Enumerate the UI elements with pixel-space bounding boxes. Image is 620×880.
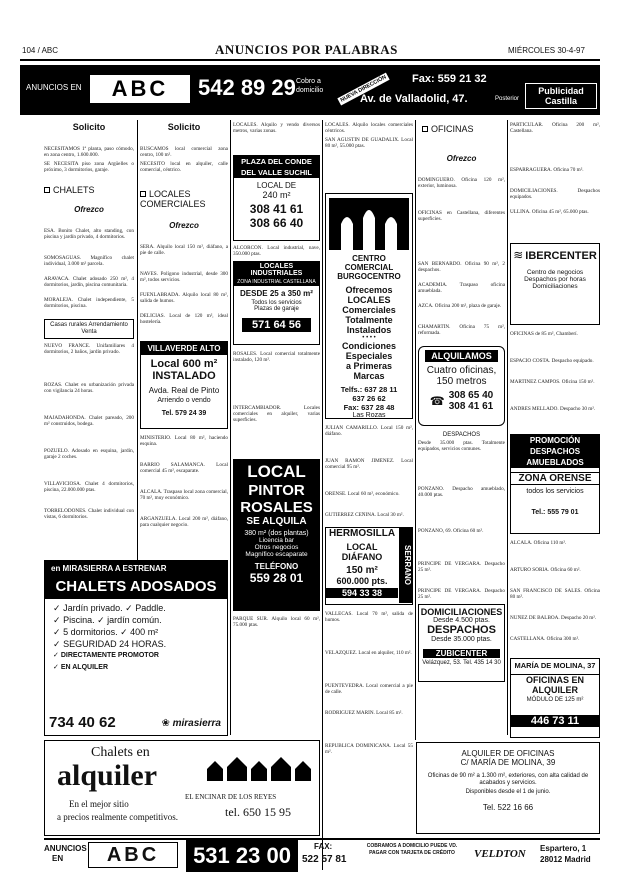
alq-line: Cuatro oficinas, [426, 365, 497, 376]
col2-ad: DELICIAS. Local de 120 m², ideal hostelería. [140, 313, 228, 326]
top-banner [20, 65, 600, 115]
industriales-ad [233, 261, 320, 345]
alq-tel: 308 65 40 [448, 390, 494, 401]
col4-ad: REPUBLICA DOMINICANA. Local 55 m². [325, 743, 413, 756]
col1-ad: SE NECESITA piso zona Argüelles o próximo, 3 dormitorios, garaje. [44, 161, 134, 173]
pintor-line: Magnífico escaparate [245, 551, 308, 558]
col1-inset-box: Casas rurales Arrendamiento Venta [44, 319, 134, 339]
mol-line: MARÍA DE MOLINA, 37 [514, 661, 596, 670]
despachos-title: DESPACHOS [442, 432, 481, 438]
villaverde-title: VILLAVERDE ALTO [141, 342, 227, 355]
burgo-building-image [327, 196, 411, 252]
villaverde-line: Local 600 m² [150, 358, 218, 370]
col5-oficinas-heading: OFICINAS [422, 124, 505, 134]
col3-ad: PARQUE SUR. Alquilo local 60 m², 75.000 ptas. [233, 616, 320, 629]
col3-ad: LOCALES. Alquilo y vendo diversos metros, varias zonas. [233, 122, 320, 135]
domiciliaciones-ad [418, 604, 505, 682]
col6-ad: ULLINA. Oficina 45 m², 65.000 ptas. [510, 209, 589, 215]
alquiler-line3: En el mejor sitio [69, 799, 129, 809]
alquiler-tel: tel. 650 15 95 [225, 805, 291, 819]
col2-ofrezco-heading: Ofrezco [169, 221, 199, 230]
col4-ad: ORENSE. Local 60 m², económico. [325, 491, 400, 497]
mira-feature: Paddle. [135, 603, 166, 613]
banner-phone: 542 89 29 [198, 75, 296, 100]
col5-ad: Desde 35.000 ptas. Totalmente equipados, servicios comunes. [418, 440, 505, 453]
col2-ad: ARGANZUELA. Local 200 m², diáfano, para cualquier negocio. [140, 516, 228, 529]
col5-ofrezco-heading: Ofrezco [446, 154, 477, 163]
promocion-ad [510, 434, 600, 534]
col6-ad: ESPACIO COSTA. Despacho equipado. [510, 358, 594, 364]
burgo-line: a Primeras [345, 361, 393, 371]
check-icon: ✓ [120, 627, 128, 637]
molina-line: C/ MARÍA DE MOLINA, 39 [460, 758, 556, 767]
col1-ad: MORALEJA. Chalet independiente, 5 dormitorios, piscina. [44, 297, 134, 310]
ind-line: Todos los servicios [251, 300, 302, 306]
col2-locales-heading: LOCALES COMERCIALES [140, 189, 206, 209]
column-6 [510, 120, 600, 738]
burgo-dots: • • • • [362, 335, 376, 341]
col1-ad: ESA. Bonito Chalet, alto standing, con piscina y jardín privado, 4 dormitorios. [44, 228, 134, 241]
alq-line: 150 metros [436, 376, 487, 387]
prom-line: todos los servicios [526, 488, 584, 495]
burgo-line: Instalados [346, 325, 392, 335]
domi-line: Desde 35.000 ptas. [431, 636, 492, 643]
check-icon: ✓ [53, 627, 61, 637]
molina-tel: Tel. 522 16 66 [482, 803, 534, 812]
mira-brand: ❀ mirasierra [161, 718, 221, 729]
iber-title: IBERCENTER [525, 249, 597, 262]
col6-ad: PARTICULAR. Oficina 200 m², Castellana. [510, 122, 600, 135]
col2-ad: FUENLABRADA. Alquilo local 80 m², salida de humos. [140, 292, 228, 305]
ind-line: DESDE 25 a 350 m² [240, 289, 313, 298]
col4-ad: VELÁZQUEZ. Local en alquiler, 110 m². [325, 650, 412, 656]
burgo-tel: Telfs.: 637 28 11 [340, 385, 398, 394]
col6-ad: OFICINAS de 85 m², Chamberí. [510, 331, 578, 337]
banner-anuncios-en: ANUNCIOS EN [26, 83, 82, 92]
burgo-line: Marcas [353, 371, 385, 381]
check-icon: ✓ [53, 603, 61, 613]
banner-address-note: Posterior [495, 96, 520, 102]
mira-feature: 5 dormitorios. [63, 627, 118, 637]
footer-brand-logo: ABC [88, 842, 178, 868]
col2-ad: MINISTERIO. Local 80 m², haciendo esquina. [140, 435, 228, 448]
col1-ad: TORRELODONES. Chalet individual con vistas, 6 dormitorios. [44, 508, 134, 521]
burgo-line: Especiales [345, 351, 393, 361]
alquiler-line2: alquiler [57, 759, 158, 792]
molina-39-ad [416, 742, 600, 834]
mira-feature: DIRECTAMENTE PROMOTOR [60, 652, 159, 659]
burgo-place: Las Rozas [352, 412, 386, 419]
col2-ad: SERA. Alquilo local 150 m², diáfano, a pie de calle. [140, 244, 228, 257]
col1-chalets-heading: CHALETS [44, 185, 134, 195]
maria-molina-37-ad [510, 658, 600, 738]
col5-ad: OFICINAS en Castellana, diferentes superficies. [418, 210, 505, 223]
col1-ad: VILLAVICIOSA. Chalet 4 dormitorios, piscina, 22.000.000 ptas. [44, 481, 134, 494]
section-title: ANUNCIOS POR PALABRAS [215, 42, 398, 57]
mira-feature: jardín común. [107, 615, 162, 625]
col5-ad: SAN BERNARDO. Oficina 90 m², 2 despachos. [418, 261, 505, 274]
col4-ad: LOCALES. Alquilo locales comerciales céntricos. [325, 122, 413, 134]
molina-line: ALQUILER DE OFICINAS [461, 749, 555, 758]
col1-ad: SOMOSAGUAS. Magnífico chalet individual, 3.000 m² parcela. [44, 255, 134, 268]
footer-addr2: 28012 Madrid [540, 855, 591, 864]
ind-tel: 571 64 56 [242, 318, 311, 332]
iber-title-row [511, 248, 599, 263]
alquiler-brand: EL ENCINAR DE LOS REYES [185, 793, 277, 801]
prom-line: ZONA ORENSE [511, 472, 599, 485]
col5-ad: AZCA. Oficina 200 m², plaza de garaje. [418, 303, 502, 309]
footer-en: EN [52, 854, 64, 863]
col6-ad: ESPARRAGUERA. Oficina 70 m². [510, 167, 584, 173]
col6-ad: MARTÍNEZ CAMPOS. Oficina 150 m². [510, 379, 595, 385]
ind-sub: ZONA INDUSTRIAL CASTELLANA [234, 278, 319, 286]
mirasierra-ad [44, 560, 228, 736]
domi-line: DESPACHOS [427, 624, 496, 636]
col5-ad: DOMINGUERO. Oficina 120 m², exterior, luminosa. [418, 177, 505, 190]
pintor-line: SE ALQUILA [246, 516, 307, 527]
villaverde-line: INSTALADO [152, 370, 216, 382]
alquiler-line1: Chalets en [91, 745, 150, 760]
pintor-line: Licencia bar [258, 537, 295, 544]
column-4 [325, 120, 413, 761]
column-3 [233, 120, 320, 646]
banner-brand-logo: ABC [90, 75, 190, 103]
prom-line: PROMOCIÓN [511, 435, 599, 446]
col6-ad: ALCALÁ. Oficina 110 m². [510, 540, 567, 546]
col1-solicito-heading: Solicito [72, 122, 106, 132]
col1-ad: ROZAS. Chalet en urbanización privada con vigilancia 24 horas. [44, 382, 134, 395]
herm-tel: 594 33 38 [326, 588, 398, 598]
col1-ofrezco-heading: Ofrezco [74, 205, 104, 214]
col2-ad: NECESITO local en alquiler, calle comercial, céntrico. [140, 161, 228, 173]
domi-line: Desde 4.500 ptas. [433, 617, 490, 624]
prom-tel: Tel.: 555 79 01 [531, 509, 579, 516]
alquilamos-ad [418, 346, 505, 426]
iber-line: Despachos por horas [524, 276, 586, 283]
prom-line: AMUEBLADOS [511, 457, 599, 468]
footer-fax: 522 57 81 [302, 854, 347, 865]
pintor-line: LOCAL [247, 462, 306, 481]
alq-title: ALQUILAMOS [425, 350, 498, 362]
pintor-rosales-ad [233, 459, 320, 611]
page-label: 104 / ABC [22, 46, 59, 55]
plaza-line: 240 m² [262, 190, 291, 200]
footer-agency: VELDTON [474, 848, 526, 860]
alq-tel: 308 41 61 [448, 401, 494, 412]
mira-feature: Piscina. [63, 615, 95, 625]
chalets-alquiler-ad [44, 740, 320, 836]
molina-line: Disponibles desde el 1 de junio. [465, 789, 551, 795]
col1-ad: MAJADAHONDA. Chalet pareado, 200 m² construidos, bodega. [44, 415, 134, 428]
footer-addr1: Espartero, 1 [540, 844, 587, 853]
burgo-line: Totalmente [345, 315, 393, 325]
burgo-fax: Fax: 637 28 48 [343, 403, 395, 412]
pintor-tel-label: TELÉFONO [254, 562, 299, 571]
col3-ad: ROSALES. Local comercial totalmente instalado, 120 m². [233, 351, 320, 364]
mira-feature: 400 m² [130, 627, 159, 637]
burgocentro-ad [325, 193, 413, 419]
col6-ad: SAN FRANCISCO DE SALES. Oficina 80 m². [510, 588, 600, 601]
banner-agency: Publicidad Castilla [525, 83, 597, 109]
mira-feature: Jardín privado. [63, 603, 123, 613]
col4-ad: PUENTEVEDRA. Local comercial a pie de calle. [325, 683, 413, 696]
villaverde-tel: Tel. 579 24 39 [161, 410, 207, 417]
villaverde-line: Avda. Real de Pinto [148, 386, 220, 395]
col1-ad: POZUELO. Adosado en esquina, jardín, garaje 2 coches. [44, 448, 134, 461]
burgo-line: LOCALES [347, 295, 391, 305]
col1-ad: ARAVACA. Chalet adosado 250 m², 4 dormitorios, jardín, piscina comunitaria. [44, 276, 134, 289]
plaza-tel: 308 66 40 [249, 216, 304, 230]
page-date: MIÉRCOLES 30-4-97 [508, 46, 585, 55]
burgo-tel: 637 26 62 [352, 394, 386, 403]
col4-ad: JULIÁN CAMARILLO. Local 150 m², diáfano. [325, 425, 413, 438]
burgo-line: CENTRO [352, 254, 386, 263]
prom-line: DESPACHOS [511, 446, 599, 457]
col1-ad: NECESITAMOS 1ª planta, paso cómodo, en zona centro, 1.600.000. [44, 146, 134, 158]
col3-ad: INTERCAMBIADOR. Locales comerciales en alquiler, varias superficies. [233, 405, 320, 424]
houses-icon [205, 753, 315, 783]
col5-ad: PONZANO, 69. Oficina 60 m². [418, 528, 484, 534]
mol-line: ALQUILER [532, 685, 578, 695]
check-icon: ✓ [53, 664, 59, 671]
iber-line: Centro de negocios [526, 269, 584, 276]
burgo-line: Comerciales [342, 305, 396, 315]
footer-fax-label: FAX: [314, 842, 333, 851]
pintor-line: ROSALES [240, 499, 313, 516]
ind-line: Plazas de garaje [254, 306, 299, 312]
mira-features [45, 599, 227, 674]
domi-line: DOMICILIACIONES [420, 607, 503, 617]
pintor-line: PINTOR [248, 482, 305, 499]
col6-ad: ARTURO SORIA. Oficina 60 m². [510, 567, 581, 573]
mol-line: MÓDULO DE 125 m² [526, 697, 584, 703]
mira-logo-icon: ❀ [161, 718, 170, 729]
footer-anuncios: ANUNCIOS [44, 844, 87, 853]
mira-tel: 734 40 62 [49, 714, 116, 731]
domi-line: ZUBICENTER [423, 649, 500, 658]
mira-feature: SEGURIDAD 24 HORAS. [63, 639, 167, 649]
col2-solicito-heading: Solicito [167, 122, 201, 132]
domi-addr: Velázquez, 53. Tel. 435 14 30 [422, 660, 501, 666]
mira-line1: en MIRASIERRA A ESTRENAR [45, 561, 227, 576]
phone-icon: ☎ [429, 394, 445, 408]
iber-logo-icon: ≋ [513, 248, 524, 262]
check-icon: ✓ [53, 652, 59, 659]
alquiler-line4: a precios realmente competitivos. [57, 812, 178, 822]
herm-line: 600.000 pts. [336, 576, 388, 586]
villaverde-line: Arriendo o vendo [157, 397, 211, 404]
check-icon: ✓ [53, 615, 61, 625]
footer-cobro: COBRAMOS A DOMICILIO PUEDE VD. PAGAR CON TARJETA DE CRÉDITO [366, 843, 458, 856]
hermosilla-ad [325, 527, 413, 605]
col4-ad: JUAN RAMÓN JIMÉNEZ. Local comercial 95 m². [325, 458, 413, 471]
mira-feature: EN ALQUILER [60, 664, 109, 671]
burgo-line: Condiciones [341, 341, 396, 351]
col6-ad: CASTELLANA. Oficina 300 m². [510, 636, 580, 642]
footer-phone: 531 23 00 [186, 840, 298, 872]
check-icon: ✓ [97, 615, 105, 625]
burgo-line: Ofrecemos [345, 285, 393, 295]
herm-line: DIÁFANO [341, 552, 383, 562]
herm-side: SERRANO [399, 528, 412, 603]
pintor-line: Otros negocios [254, 544, 299, 551]
iber-line: Domiciliaciones [532, 283, 578, 290]
col6-ad: NÚÑEZ DE BALBOA. Despacho 20 m². [510, 615, 597, 621]
column-1 [44, 120, 134, 532]
ibercenter-ad [510, 243, 600, 325]
col3-ad: ALCORCÓN. Local industrial, nave, 350.000 ptas. [233, 245, 320, 257]
banner-fax: Fax: 559 21 32 [412, 73, 487, 85]
col5-ad: PRÍNCIPE DE VERGARA. Despacho 25 m². [418, 561, 505, 574]
burgo-line: BURGOCENTRO [337, 272, 401, 281]
column-5 [418, 120, 505, 682]
burgo-line: COMERCIAL [344, 263, 394, 272]
pintor-line: 380 m² (dos plantas) [244, 530, 309, 537]
col5-ad: PONZANO. Despacho amueblado, 40.000 ptas. [418, 486, 505, 499]
check-icon: ✓ [53, 639, 61, 649]
herm-line: HERMOSILLA [328, 528, 396, 539]
herm-line: LOCAL [346, 542, 378, 552]
column-2 [140, 120, 228, 546]
ind-title: LOCALES INDUSTRIALES [234, 262, 319, 278]
villaverde-ad [140, 341, 228, 429]
plaza-conde-ad [233, 155, 320, 241]
check-icon: ✓ [125, 603, 133, 613]
pintor-tel: 559 28 01 [249, 571, 304, 585]
col4-ad: RODRÍGUEZ MARÍN. Local 85 m². [325, 710, 403, 716]
mol-line: OFICINAS EN [511, 674, 599, 685]
plaza-line: DEL VALLE SUCHIL [234, 167, 319, 178]
col4-ad: GUTIÉRREZ CEÑINA. Local 30 m². [325, 512, 404, 518]
molina-line: Oficinas de 90 m² a 1.300 m², exteriores, con alta calidad de acabados y servicios. [427, 773, 589, 786]
banner-new-address: NUEVA DIRECCIÓN [337, 73, 389, 106]
col5-ad: PRÍNCIPE DE VERGARA. Despacho 25 m². [418, 588, 505, 600]
col6-ad: DOMICILIACIONES. Despachos equipados. [510, 188, 600, 201]
plaza-line: PLAZA DEL CONDE [234, 156, 319, 167]
footer [44, 840, 600, 880]
banner-address: Av. de Valladolid, 47. [360, 93, 468, 105]
col2-ad: NAVES. Polígono industrial, desde 300 m², todos servicios. [140, 271, 228, 284]
col5-ad: ACADEMIA. Traspaso oficina amueblada. [418, 282, 505, 295]
col4-ad: SAN AGUSTÍN DE GUADALIX. Local 80 m², 55.000 ptas. [325, 137, 413, 150]
col2-ad: BUSCAMOS local comercial zona centro, 100 m². [140, 146, 228, 158]
banner-cobro: Cobro a domicilio [296, 78, 324, 94]
col6-ad: ANDRÉS MELLADO. Despacho 30 m². [510, 406, 596, 412]
col2-ad: ALCALÁ. Traspaso local zona comercial, 70 m², muy económico. [140, 489, 228, 502]
mira-line2: CHALETS ADOSADOS [45, 576, 227, 599]
col2-ad: BARRIO SALAMANCA. Local comercial 45 m², escaparate. [140, 462, 228, 475]
col5-ad: CHAMARTÍN. Oficina 75 m², reformada. [418, 324, 505, 337]
herm-line: 150 m² [346, 565, 378, 576]
mol-tel: 446 73 11 [511, 715, 599, 727]
col1-ad: NUEVO FRANCE. Unifamiliares 4 dormitorios, 2 baños, jardín privado. [44, 343, 134, 356]
plaza-tel: 308 41 61 [249, 202, 304, 216]
plaza-line: LOCAL DE [256, 181, 297, 190]
col4-ad: VALLECAS. Local 70 m², salida de humos. [325, 611, 413, 624]
